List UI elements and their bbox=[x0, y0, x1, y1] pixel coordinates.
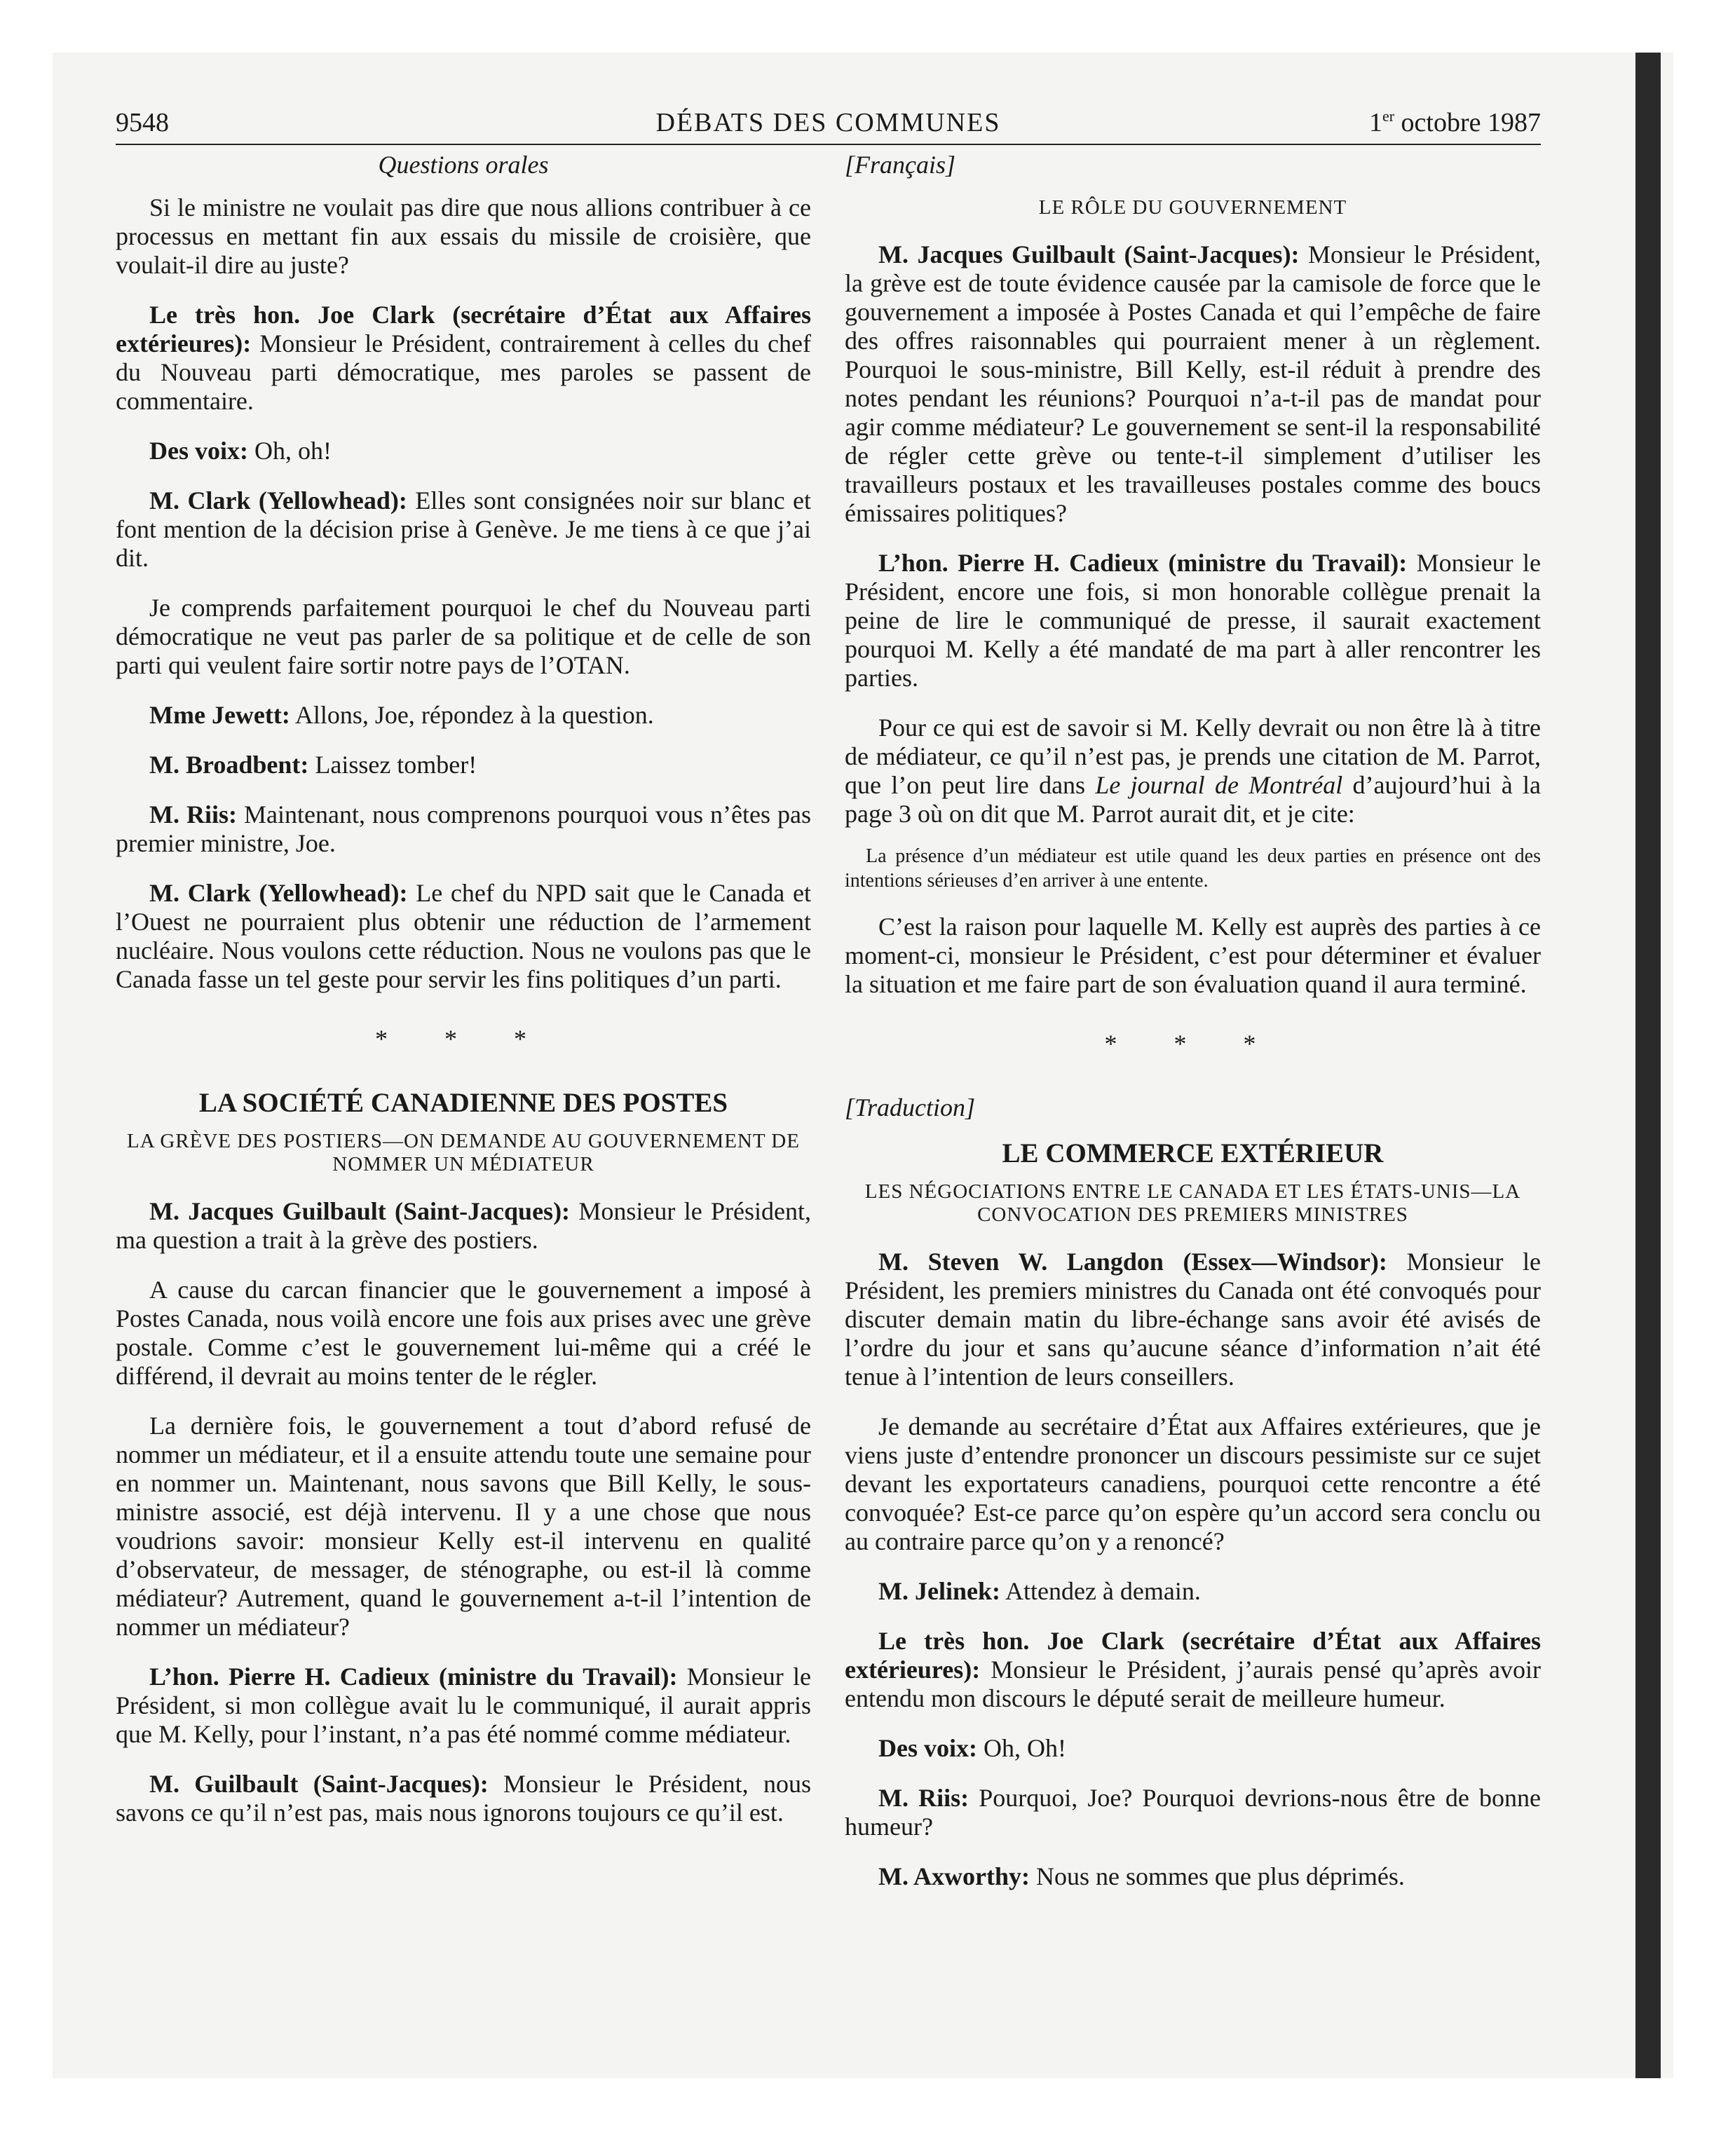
speaker: M. Riis: bbox=[149, 800, 237, 828]
speaker: M. Guilbault (Saint-Jacques): bbox=[149, 1770, 489, 1798]
speech-text: Pourquoi, Joe? Pourquoi devrions-nous être de bonne humeur? bbox=[845, 1784, 1541, 1841]
page-number: 9548 bbox=[116, 108, 169, 137]
speech-text: Monsieur le Président, ma question a trait à la grève des postiers. bbox=[116, 1197, 811, 1254]
date-superscript: er bbox=[1382, 107, 1395, 125]
speech-text: Le chef du NPD sait que le Canada et l’Ouest ne pourraient plus obtenir une réduction de l’armement nucléaire. Nous voulons cette réduction. Nous ne voulons pas que le Canada fasse un tel geste pour servir les fins politiques d’un parti. bbox=[116, 879, 812, 993]
speech bbox=[116, 486, 811, 573]
journal-title: DÉBATS DES COMMUNES bbox=[655, 108, 1001, 137]
left-column bbox=[116, 151, 811, 1848]
speech bbox=[116, 301, 811, 416]
speech bbox=[845, 1784, 1541, 1841]
issue-date bbox=[1369, 107, 1541, 138]
section-rubric: Questions orales bbox=[378, 151, 549, 179]
speech-text: Monsieur le Président, la grève est de toute évidence causée par la camisole de force que le gouvernement a imposée à Postes Canada et qui l’empêche de faire des offres raisonnables qui pourraient mener à un règlement. Pourquoi le sous-ministre, Bill Kelly, est-il réduit à prendre des notes pendant les réunions? Pourquoi n’a-t-il pas de mandat pour agir comme médiateur? Le gouvernement se sent-il la responsabilité de régler cette grève ou tente-t-il simplement d’utiliser les travailleurs postaux et les travailleuses postales comme des boucs émissaires politiques? bbox=[845, 240, 1541, 527]
date-month-year: octobre 1987 bbox=[1394, 108, 1541, 137]
speech-text: Monsieur le Président, j’aurais pensé qu’après avoir entendu mon discours le député serait de meilleure humeur. bbox=[845, 1656, 1541, 1712]
speech bbox=[845, 240, 1541, 528]
speech-text: Allons, Joe, répondez à la question. bbox=[290, 701, 654, 729]
section-heading: LE COMMERCE EXTÉRIEUR bbox=[1002, 1138, 1384, 1168]
section-separator: * * * bbox=[375, 1025, 552, 1053]
speech-text: Monsieur le Président, si mon collègue avait lu le communiqué, il aurait appris que M. Kelly, pour l’instant, n’a pas été nommé comme médiateur. bbox=[116, 1663, 812, 1748]
speaker: M. Axworthy: bbox=[878, 1862, 1030, 1890]
speech-text: Elles sont consignées noir sur blanc et font mention de la décision prise à Genève. Je me tiens à ce que j’ai dit. bbox=[116, 486, 812, 572]
paragraph bbox=[845, 714, 1541, 828]
newspaper-title: Le journal de Montréal bbox=[1095, 771, 1343, 799]
speech-text: Monsieur le Président, nous savons ce qu’il n’est pas, mais nous ignorons toujours ce qu’il est. bbox=[116, 1770, 811, 1827]
speech-text: Monsieur le Président, les premiers ministres du Canada ont été convoqués pour discuter demain matin du libre-échange sans avoir été avisés de l’ordre du jour et sans qu’aucune séance d’information n’ait été tenue à l’intention de leurs conseillers. bbox=[845, 1248, 1542, 1391]
speaker: M. Clark (Yellowhead): bbox=[149, 486, 407, 514]
section-subheading: LA GRÈVE DES POSTIERS—ON DEMANDE AU GOUVERNEMENT DE NOMMER UN MÉDIATEUR bbox=[127, 1130, 800, 1175]
speaker: M. Broadbent: bbox=[149, 751, 309, 779]
section-separator: * * * bbox=[1104, 1030, 1281, 1058]
speaker: Des voix: bbox=[149, 437, 248, 465]
speech bbox=[845, 1862, 1541, 1891]
paragraph: C’est la raison pour laquelle M. Kelly est auprès des parties à ce moment-ci, monsieur le Président, c’est pour déterminer et évaluer la situation et me faire part de son évaluation quand il aura terminé. bbox=[845, 913, 1541, 998]
section-subheading: LES NÉGOCIATIONS ENTRE LE CANADA ET LES ÉTATS-UNIS—LA CONVOCATION DES PREMIERS MINISTRES bbox=[864, 1180, 1521, 1226]
speaker: L’hon. Pierre H. Cadieux (ministre du Travail): bbox=[149, 1663, 678, 1691]
date-day: 1 bbox=[1368, 108, 1382, 137]
speech bbox=[116, 751, 811, 779]
right-column bbox=[845, 151, 1541, 1912]
speech bbox=[845, 1577, 1541, 1606]
paragraph-text: Pour ce qui est de savoir si M. Kelly devrait ou non être là à titre de médiateur, ce qu’il n’est pas, je prends une citation de M. Parrot, que l’on peut lire dans bbox=[845, 714, 1541, 799]
language-marker: [Français] bbox=[845, 151, 956, 179]
binding-edge bbox=[1635, 53, 1661, 2078]
paragraph: La dernière fois, le gouvernement a tout d’abord refusé de nommer un médiateur, et il a ensuite attendu toute une semaine pour en nommer un. Maintenant, nous savons que Bill Kelly, le sous-ministre associé, est déjà intervenu. Il y a une chose que nous voudrions savoir: monsieur Kelly est-il intervenu en qualité d’observateur, de messager, de sténographe, ou est-il là comme médiateur? Autrement, quand le gouvernement a-t-il l’intention de nommer un médiateur? bbox=[116, 1412, 811, 1641]
speech-text: Maintenant, nous comprenons pourquoi vous n’êtes pas premier ministre, Joe. bbox=[116, 800, 811, 857]
speech bbox=[116, 800, 811, 858]
speech-text: Nous ne sommes que plus déprimés. bbox=[1029, 1862, 1405, 1890]
speech bbox=[116, 879, 811, 994]
paragraph-text: d’aujourd’hui à la page 3 où on dit que M. Parrot aurait dit, et je cite: bbox=[845, 771, 1541, 828]
speaker: Le très hon. Joe Clark (secrétaire d’État aux Affaires extérieures): bbox=[845, 1627, 1541, 1684]
paragraph: A cause du carcan financier que le gouvernement a imposé à Postes Canada, nous voilà encore une fois aux prises avec une grève postale. Comme c’est le gouvernement lui-même qui a créé le différend, il devrait au moins tenter de le régler. bbox=[116, 1276, 811, 1390]
speech bbox=[116, 1197, 811, 1255]
speech bbox=[116, 437, 811, 465]
speech bbox=[845, 1627, 1541, 1713]
speaker: M. Clark (Yellowhead): bbox=[149, 879, 408, 907]
speech-text: Monsieur le Président, contrairement à celles du chef du Nouveau parti démocratique, mes paroles se passent de commentaire. bbox=[116, 329, 811, 415]
speech-text: Oh, Oh! bbox=[977, 1734, 1066, 1762]
speaker: M. Jelinek: bbox=[878, 1577, 1000, 1605]
running-header bbox=[116, 102, 1541, 145]
speaker: M. Riis: bbox=[878, 1784, 969, 1812]
section-subheading: LE RÔLE DU GOUVERNEMENT bbox=[1038, 196, 1347, 219]
speaker: Le très hon. Joe Clark (secrétaire d’État aux Affaires extérieures): bbox=[116, 301, 811, 357]
speech bbox=[845, 1248, 1541, 1391]
language-marker: [Traduction] bbox=[845, 1093, 976, 1121]
speech bbox=[116, 701, 811, 730]
paragraph: Je comprends parfaitement pourquoi le chef du Nouveau parti démocratique ne veut pas parler de sa politique et de celle de son parti qui veulent faire sortir notre pays de l’OTAN. bbox=[116, 594, 811, 679]
paragraph: Si le ministre ne voulait pas dire que nous allions contribuer à ce processus en mettant fin aux essais du missile de croisière, que voulait-il dire au juste? bbox=[116, 193, 811, 279]
section-heading: LA SOCIÉTÉ CANADIENNE DES POSTES bbox=[198, 1088, 728, 1118]
speech bbox=[845, 549, 1541, 692]
speaker: L’hon. Pierre H. Cadieux (ministre du Travail): bbox=[878, 549, 1408, 577]
speech bbox=[116, 1770, 811, 1827]
speech-text: Oh, oh! bbox=[247, 437, 332, 465]
speech bbox=[845, 1734, 1541, 1763]
speaker: Mme Jewett: bbox=[149, 701, 290, 729]
block-quote: La présence d’un médiateur est utile quand les deux parties en présence ont des intentions sérieuses d’en arriver à une entente. bbox=[845, 845, 1541, 892]
speaker: M. Steven W. Langdon (Essex—Windsor): bbox=[878, 1248, 1387, 1276]
speech-text: Attendez à demain. bbox=[1000, 1577, 1201, 1605]
speaker: Des voix: bbox=[878, 1734, 977, 1762]
speech-text: Laissez tomber! bbox=[308, 751, 477, 779]
speaker: M. Jacques Guilbault (Saint-Jacques): bbox=[878, 240, 1300, 268]
speech bbox=[116, 1663, 811, 1749]
speaker: M. Jacques Guilbault (Saint-Jacques): bbox=[149, 1197, 571, 1225]
paragraph: Je demande au secrétaire d’État aux Affaires extérieures, que je viens juste d’entendre prononcer un discours pessimiste sur ce sujet devant les exportateurs canadiens, pourquoi cette rencontre a été convoquée? Est-ce parce qu’on espère qu’un accord sera conclu ou au contraire parce qu’on y a renoncé? bbox=[845, 1412, 1541, 1555]
speech-text: Monsieur le Président, encore une fois, si mon honorable collègue prenait la peine de lire le communiqué de presse, il saurait exactement pourquoi M. Kelly a été mandaté de ma part à aller rencontrer les parties. bbox=[845, 549, 1542, 692]
